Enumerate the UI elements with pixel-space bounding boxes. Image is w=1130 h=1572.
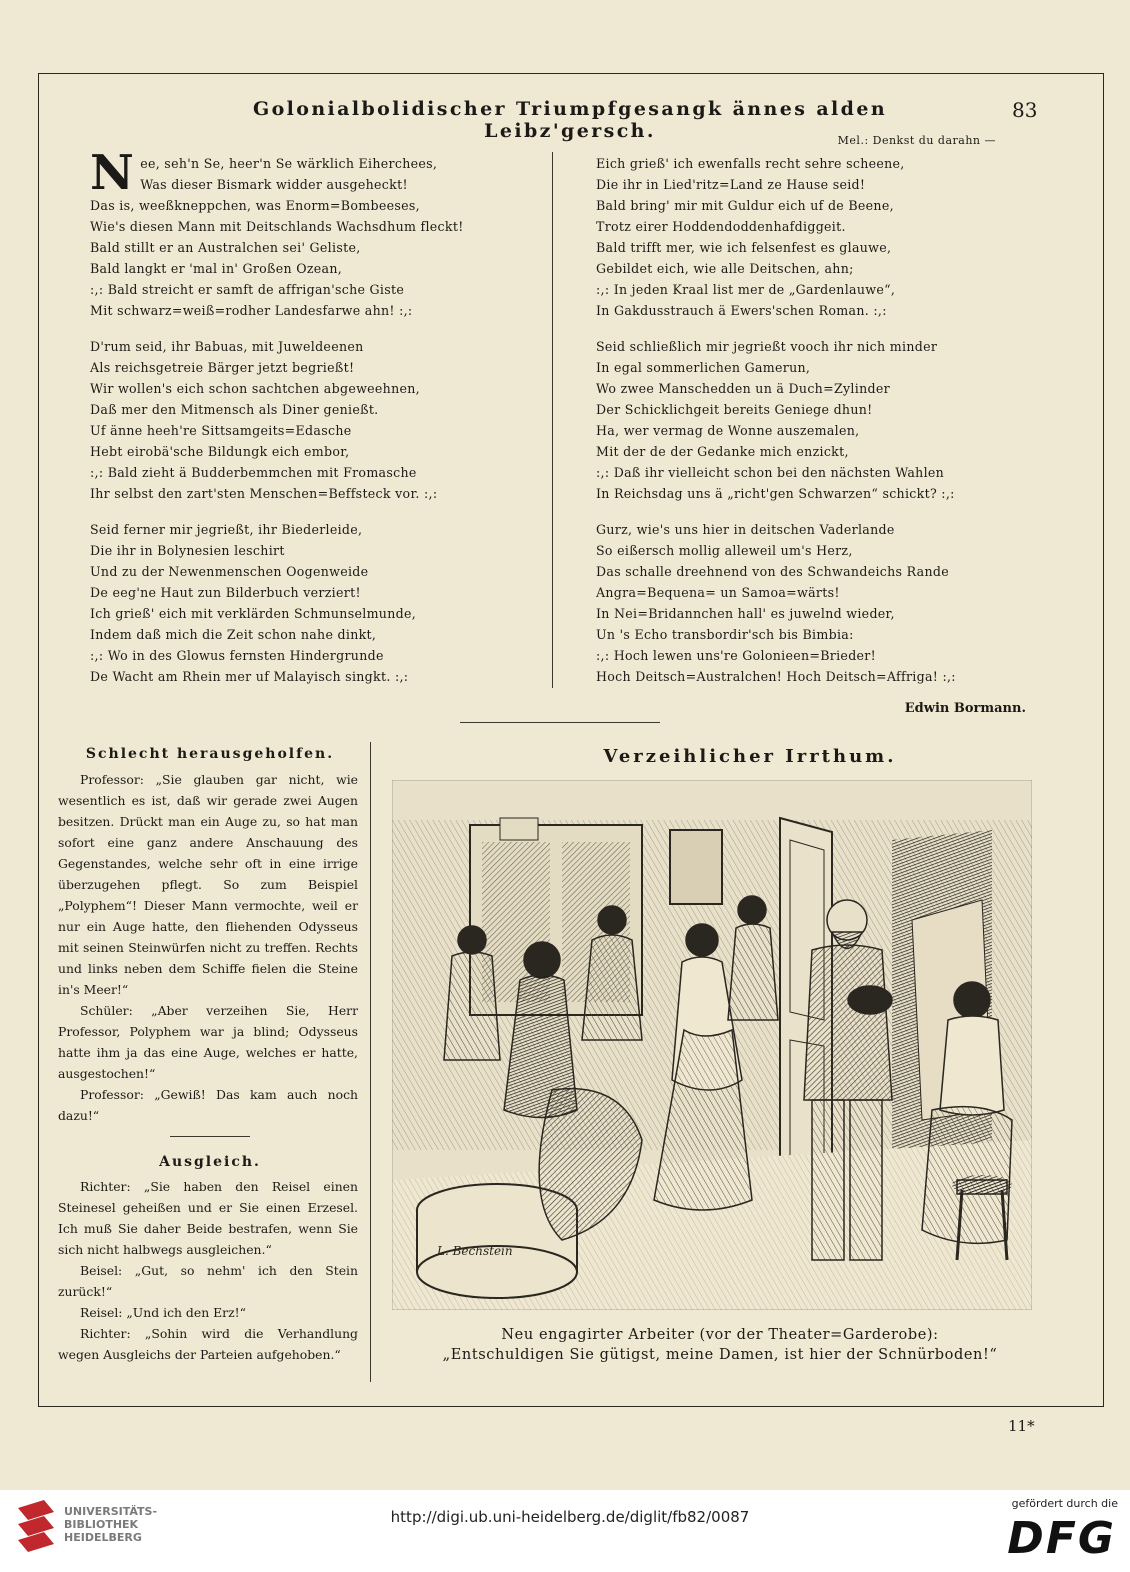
library-name[interactable] — [64, 1505, 157, 1544]
poem-line — [596, 420, 956, 441]
poem-line-text: In Nei=Bridannchen hall' es juwelnd wieder, — [596, 606, 895, 621]
poem-line — [596, 174, 956, 195]
poem-line-text: :,: Bald streicht er samft de affrigan'sche Giste — [90, 282, 405, 297]
poem-line — [596, 462, 956, 483]
poem-line-text: Bald trifft mer, wie ich felsenfest es glauwe, — [596, 240, 892, 255]
poem-line-text: Der Schicklichgeit bereits Geniege dhun! — [596, 402, 873, 417]
prose-paragraph: Richter: „Sohin wird die Verhandlung wegen Ausgleichs der Parteien aufgehoben.“ — [58, 1326, 358, 1362]
poem-line-text: Was dieser Bismark widder ausgeheckt! — [140, 177, 408, 192]
poem-line — [90, 519, 464, 540]
poem-line — [596, 540, 956, 561]
poem-line-text: Die ihr in Bolynesien leschirt — [90, 543, 285, 558]
poem-line — [90, 300, 464, 321]
poem-line — [90, 666, 464, 687]
poem-line — [596, 357, 956, 378]
ausgleich-text — [58, 1176, 358, 1365]
poem-line-text: Uf änne heeh're Sittsamgeits=Edasche — [90, 423, 352, 438]
university-library-logo-icon[interactable] — [14, 1498, 58, 1562]
poem-line — [596, 624, 956, 645]
poem-line-text: Bald stillt er an Australchen sei' Geliste, — [90, 240, 361, 255]
poem-line-text: :,: Hoch lewen uns're Golonieen=Brieder! — [596, 648, 876, 663]
poem-line — [596, 300, 956, 321]
poem-line — [596, 258, 956, 279]
poem-line-text: De Wacht am Rhein mer uf Malayisch singkt. :,: — [90, 669, 409, 684]
poem-line — [90, 645, 464, 666]
poem-line — [90, 336, 464, 357]
poem-line-text: Gurz, wie's uns hier in deitschen Vaderlande — [596, 522, 895, 537]
poem-stanza — [596, 153, 956, 321]
prose-paragraph: Beisel: „Gut, so nehm' ich den Stein zurück!“ — [58, 1263, 358, 1299]
illustration-title: Verzeihlicher Irrthum. — [603, 746, 897, 767]
left-column-divider — [370, 742, 371, 1382]
printer-signature-mark: 11* — [1008, 1417, 1035, 1435]
poem-line-text: Seid schließlich mir jegrießt vooch ihr nich minder — [596, 339, 938, 354]
poem-line-text: Das is, weeßkneppchen, was Enorm=Bombeeses, — [90, 198, 420, 213]
prose-paragraph: Schüler: „Aber verzeihen Sie, Herr Professor, Polyphem war ja blind; Odysseus hatte ihm ja das eine Auge, welches er hatte, ausgestochen!“ — [58, 1003, 358, 1081]
prose-paragraph: Richter: „Sie haben den Reisel einen Steinesel geheißen und er Sie einen Erzesel. Ich muß Sie daher Beide bestrafen, wenn Sie sich nicht halbwegs ausgleichen.“ — [58, 1179, 358, 1257]
poem-stanza — [90, 145, 464, 321]
poem-line-text: Indem daß mich die Zeit schon nahe dinkt, — [90, 627, 377, 642]
poem-line-text: Die ihr in Lied'ritz=Land ze Hause seid! — [596, 177, 866, 192]
poem-line — [90, 624, 464, 645]
poem-line-text: Mit schwarz=weiß=rodher Landesfarwe ahn! :,: — [90, 303, 413, 318]
poem-line-text: De eeg'ne Haut zun Bilderbuch verziert! — [90, 585, 361, 600]
poem-line — [596, 603, 956, 624]
poem-line — [596, 336, 956, 357]
poem-line-text: Eich grieß' ich ewenfalls recht sehre scheene, — [596, 156, 905, 171]
poem-line-text: Un 's Echo transbordir'sch bis Bimbia: — [596, 627, 854, 642]
poem-line — [90, 399, 464, 420]
column-divider — [552, 152, 553, 688]
poem-line-text: ee, seh'n Se, heer'n Se wärklich Eiherchees, — [140, 156, 438, 171]
poem-line — [596, 153, 956, 174]
poem-line — [90, 357, 464, 378]
caption-line-2: „Entschuldigen Sie gütigst, meine Damen, ist hier der Schnürboden!“ — [442, 1347, 998, 1363]
poem-line — [90, 216, 464, 237]
poem-line-text: :,: Wo in des Glowus fernsten Hindergrunde — [90, 648, 384, 663]
poem-line — [90, 258, 464, 279]
poem-line-text: Hebt eirobä'sche Bildungk eich embor, — [90, 444, 350, 459]
poem-left-column — [90, 145, 464, 702]
poem-stanza — [596, 519, 956, 687]
poem-line — [90, 540, 464, 561]
anecdote-title: Schlecht herausgeholfen. — [85, 746, 335, 762]
drop-cap-initial: N — [90, 145, 135, 201]
poem-line — [90, 378, 464, 399]
poem-line — [90, 483, 464, 504]
poem-line-text: Ich grieß' eich mit verklärden Schmunselmunde, — [90, 606, 417, 621]
poem-line — [90, 237, 464, 258]
viewer-footer — [0, 1490, 1130, 1572]
poem-line-text: Bald langkt er 'mal in' Großen Ozean, — [90, 261, 343, 276]
prose-paragraph: Professor: „Gewiß! Das kam auch noch dazu!“ — [58, 1087, 358, 1123]
page-number: 83 — [1012, 98, 1038, 122]
poem-author: Edwin Bormann. — [904, 701, 1026, 716]
poem-line — [596, 561, 956, 582]
poem-line — [596, 399, 956, 420]
dfg-logo[interactable]: DFG — [1007, 1513, 1116, 1564]
poem-line — [596, 195, 956, 216]
poem-line — [90, 174, 464, 195]
poem-line — [90, 582, 464, 603]
poem-line-text: Daß mer den Mitmensch als Diner genießt. — [90, 402, 379, 417]
ausgleich-title: Ausgleich. — [159, 1154, 261, 1170]
poem-line — [596, 519, 956, 540]
poem-line-text: :,: In jeden Kraal list mer de „Gardenlauwe“, — [596, 282, 896, 297]
poem-line — [90, 441, 464, 462]
poem-line-text: Wie's diesen Mann mit Deitschlands Wachsdhum fleckt! — [90, 219, 464, 234]
poem-line — [90, 462, 464, 483]
artist-signature: L. Bechstein — [437, 1244, 513, 1258]
poem-line — [596, 666, 956, 687]
prose-paragraph: Reisel: „Und ich den Erz!“ — [80, 1305, 246, 1320]
library-name-line-2: BIBLIOTHEK — [64, 1518, 139, 1531]
section-divider — [460, 722, 660, 723]
poem-line-text: Ihr selbst den zart'sten Menschen=Beffsteck vor. :,: — [90, 486, 438, 501]
poem-title: Golonialbolidischer Triumpfgesangk ännes alden Leibz'gersch. — [252, 98, 888, 142]
poem-line — [596, 279, 956, 300]
poem-line-text: Seid ferner mir jegrießt, ihr Biederleide, — [90, 522, 363, 537]
poem-stanza — [90, 336, 464, 504]
poem-line-text: Hoch Deitsch=Australchen! Hoch Deitsch=Affriga! :,: — [596, 669, 956, 684]
poem-line — [90, 420, 464, 441]
poem-line-text: Das schalle dreehnend von des Schwandeichs Rande — [596, 564, 950, 579]
poem-line-text: D'rum seid, ihr Babuas, mit Juweldeenen — [90, 339, 364, 354]
poem-line-text: :,: Bald zieht ä Budderbemmchen mit Fromasche — [90, 465, 417, 480]
poem-line-text: Gebildet eich, wie alle Deitschen, ahn; — [596, 261, 854, 276]
poem-line-text: So eißersch mollig alleweil um's Herz, — [596, 543, 853, 558]
poem-line-text: Wo zwee Manschedden un ä Duch=Zylinder — [596, 381, 890, 396]
poem-line — [596, 582, 956, 603]
library-name-line-1: UNIVERSITÄTS- — [64, 1505, 158, 1518]
melody-note: Mel.: Denkst du darahn — — [837, 134, 996, 147]
anecdote-text — [58, 769, 358, 1126]
funded-by-label: gefördert durch die — [1011, 1497, 1118, 1510]
poem-line — [596, 645, 956, 666]
poem-line-text: Mit der de der Gedanke mich enzickt, — [596, 444, 849, 459]
poem-line-text: In Reichsdag uns ä „richt'gen Schwarzen“ schickt? :,: — [596, 486, 955, 501]
poem-right-column — [596, 153, 956, 702]
poem-line — [596, 483, 956, 504]
poem-line-text: In Gakdusstrauch ä Ewers'schen Roman. :,: — [596, 303, 887, 318]
poem-line — [596, 378, 956, 399]
poem-line — [90, 603, 464, 624]
poem-line-text: Angra=Bequena= un Samoa=wärts! — [596, 585, 840, 600]
poem-line-text: Wir wollen's eich schon sachtchen abgeweehnen, — [90, 381, 420, 396]
poem-line-text: Trotz eirer Hoddendoddenhafdiggeit. — [596, 219, 846, 234]
caption-line-1: Neu engagirter Arbeiter (vor der Theater=Garderobe): — [501, 1327, 939, 1343]
permalink-url[interactable]: http://digi.ub.uni-heidelberg.de/diglit/fb82/0087 — [390, 1508, 750, 1526]
poem-line-text: Und zu der Newenmenschen Oogenweide — [90, 564, 369, 579]
library-name-line-3: HEIDELBERG — [64, 1531, 142, 1544]
poem-line-text: Bald bring' mir mit Guldur eich uf de Beene, — [596, 198, 894, 213]
poem-line — [90, 195, 464, 216]
prose-paragraph: Professor: „Sie glauben gar nicht, wie wesentlich es ist, daß wir gerade zwei Augen besitzen. Drückt man ein Auge zu, so hat man sofort eine ganz andere Anschauung des Gegenstandes, welche sehr oft in eine irrige überzugehen pflegt. So zum Beispiel „Polyphem“! Dieser Mann vermochte, weil er nur ein Auge hatte, den fliehenden Odysseus mit seinen Steinwürfen nicht zu treffen. Rechts und links neben dem Schiffe fielen die Steine in's Meer!“ — [58, 772, 358, 997]
poem-line-text: Als reichsgetreie Bärger jetzt begrießt! — [90, 360, 355, 375]
poem-line-text: :,: Daß ihr vielleicht schon bei den nächsten Wahlen — [596, 465, 945, 480]
poem-line — [596, 216, 956, 237]
poem-line — [596, 441, 956, 462]
anecdote-divider — [170, 1136, 250, 1137]
illustration-caption — [400, 1325, 1040, 1365]
poem-line — [596, 237, 956, 258]
poem-line-text: Ha, wer vermag de Wonne auszemalen, — [596, 423, 860, 438]
engraving-illustration — [392, 780, 1032, 1310]
poem-line-text: In egal sommerlichen Gamerun, — [596, 360, 811, 375]
poem-stanza — [90, 519, 464, 687]
poem-stanza — [596, 336, 956, 504]
poem-line — [90, 279, 464, 300]
poem-line — [90, 561, 464, 582]
